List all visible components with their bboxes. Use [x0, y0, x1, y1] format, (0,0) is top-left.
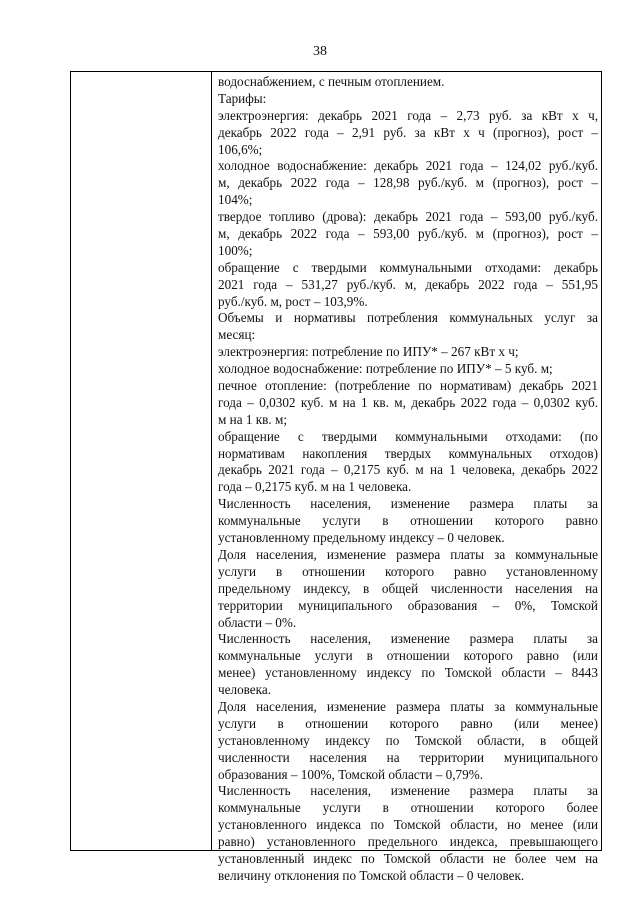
text-line: обращение с твердыми коммунальными отходами: декабрь — [218, 259, 598, 275]
text-line: года – 0,0302 куб. м на 1 кв. м, декабрь 2022 года – 0,0302 куб. — [218, 394, 598, 410]
text-line: электроэнергия: потребление по ИПУ* – 267 кВт х ч; — [218, 344, 519, 360]
text-line: человека. — [218, 682, 272, 698]
text-line: установленного индекса по Томской области, но менее (или — [218, 817, 598, 833]
text-line: равно) установленного предельного индекса, превышающего — [218, 834, 598, 850]
text-line: Доля населения, изменение размера платы за коммунальные — [218, 698, 598, 714]
text-line: твердое топливо (дрова): декабрь 2021 года – 593,00 руб./куб. — [218, 209, 598, 225]
text-line: печное отопление: (потребление по нормативам) декабрь 2021 — [218, 378, 598, 394]
text-line: месяц: — [218, 327, 256, 343]
text-line: услуги в отношении которого равно установленному — [218, 563, 598, 579]
page-number: 38 — [313, 44, 327, 59]
text-line: Доля населения, изменение размера платы за коммунальные — [218, 546, 598, 562]
text-line: предельному индексу, в общей численности населения на — [218, 580, 598, 596]
text-line: холодное водоснабжение: потребление по ИПУ* – 5 куб. м; — [218, 361, 553, 377]
text-line: 106,6%; — [218, 141, 263, 157]
text-line: Объемы и нормативы потребления коммунальных услуг за — [218, 310, 598, 326]
text-line: численности населения на территории муниципального — [218, 749, 598, 765]
column-divider — [211, 72, 212, 850]
text-line: м на 1 кв. м; — [218, 411, 287, 427]
text-line: декабрь 2021 года – 0,2175 куб. м на 1 человека, декабрь 2022 — [218, 462, 598, 478]
text-line: руб./куб. м, рост – 103,9%. — [218, 293, 368, 309]
text-line: м, декабрь 2022 года – 593,00 руб./куб. м (прогноз), рост – — [218, 226, 598, 242]
text-line: Численность населения, изменение размера платы за — [218, 783, 598, 799]
text-line: Численность населения, изменение размера платы за — [218, 631, 598, 647]
text-line: Тарифы: — [218, 90, 267, 106]
text-line: нормативам накопления твердых коммунальных отходов) — [218, 445, 598, 461]
text-line: 2021 года – 531,27 руб./куб. м, декабрь 2022 года – 551,95 — [218, 276, 598, 292]
text-line: м, декабрь 2022 года – 128,98 руб./куб. м (прогноз), рост – — [218, 175, 598, 191]
text-line: водоснабжением, с печным отоплением. — [218, 74, 445, 89]
text-line: коммунальные услуги в отношении которого равно (или — [218, 648, 598, 664]
text-line: коммунальные услуги в отношении которого равно — [218, 513, 598, 529]
text-line: величину отклонения по Томской области – 0 человек. — [218, 867, 525, 883]
document-table — [70, 71, 602, 883]
text-line: Численность населения, изменение размера платы за — [218, 496, 598, 512]
text-line: обращение с твердыми коммунальными отходами: (по — [218, 428, 598, 444]
text-line: установленному индексу по Томской области, в общей — [218, 732, 598, 748]
text-line: области – 0%. — [218, 614, 297, 630]
table-cell-text — [218, 74, 598, 885]
text-line: электроэнергия: декабрь 2021 года – 2,73 руб. за кВт х ч, — [218, 107, 598, 123]
text-line: холодное водоснабжение: декабрь 2021 года – 124,02 руб./куб. — [218, 158, 598, 174]
text-line: установленный индекс по Томской области не более чем на — [218, 850, 598, 866]
text-line: коммунальные услуги в отношении которого более — [218, 800, 598, 816]
text-line: года – 0,2175 куб. м на 1 человека. — [218, 479, 412, 495]
text-line: 104%; — [218, 192, 253, 208]
text-line: менее) установленному индексу по Томской области – 8443 — [218, 665, 598, 681]
text-line: установленному предельному индексу – 0 человек. — [218, 530, 505, 546]
text-line: декабрь 2022 года – 2,91 руб. за кВт х ч (прогноз), рост – — [218, 124, 598, 140]
text-line: территории муниципального образования – 0%, Томской — [218, 597, 598, 613]
text-line: услуги в отношении которого равно (или менее) — [218, 715, 598, 731]
text-line: образования – 100%, Томской области – 0,79%. — [218, 766, 484, 782]
text-line: 100%; — [218, 242, 253, 258]
